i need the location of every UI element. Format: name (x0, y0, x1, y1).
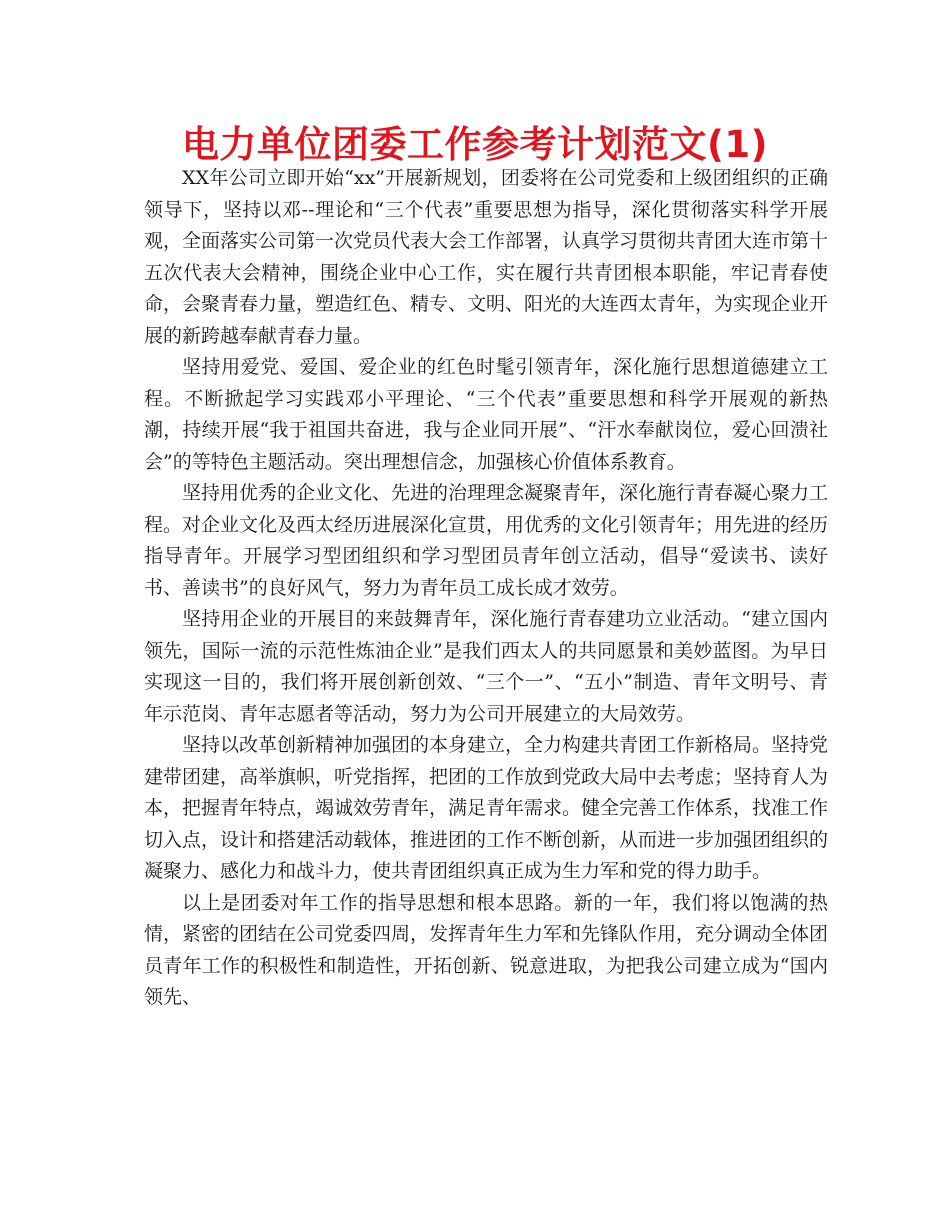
paragraph-2: 坚持用爱党、爱国、爱企业的红色时髦引领青年，深化施行思想道德建立工程。不断掀起学习实践邓小平理论、“三个代表”重要思想和科学开展观的新热潮，持续开展“我于祖国共奋进，我与企业同开展”、“汗水奉献岗位，爱心回溃社会”的等特色主题活动。突出理想信念，加强核心价值体系教育。 (144, 356, 828, 473)
paragraph-5: 坚持以改革创新精神加强团的本身建立，全力构建共青团工作新格局。坚持党建带团建，高举旗帜，听党指挥，把团的工作放到党政大局中去考虑；坚持育人为本，把握青年特点，竭诚效劳青年，满足青年需求。健全完善工作体系，找准工作切入点，设计和搭建活动载体，推进团的工作不断创新，从而进一步加强团组织的凝聚力、感化力和战斗力，使共青团组织真正成为生力军和党的得力助手。 (144, 734, 829, 882)
paragraph-6: 以上是团委对年工作的指导思想和根本思路。新的一年，我们将以饱满的热情，紧密的团结在公司党委四周，发挥青年生力军和先锋队作用，充分调动全体团员青年工作的积极性和制造性，开拓创新、锐意进取，为把我公司建立成为“国内领先、 (144, 891, 829, 1008)
paragraph-4: 坚持用企业的开展目的来鼓舞青年，深化施行青春建功立业活动。“建立国内领先，国际一流的示范性炼油企业”是我们西太人的共同愿景和美妙蓝图。为早日实现这一目的，我们将开展创新创效、“三个一”、“五小”制造、青年文明号、青年示范岗、青年志愿者等活动，努力为公司开展建立的大局效劳。 (144, 608, 828, 725)
document-title: 电力单位团委工作参考计划范文(1) (181, 123, 769, 166)
paragraph-3: 坚持用优秀的企业文化、先进的治理理念凝聚青年，深化施行青春凝心聚力工程。对企业文化及西太经历进展深化宣贯，用优秀的文化引领青年；用先进的经历指导青年。开展学习型团组织和学习型团员青年创立活动，倡导“爱读书、读好书、善读书”的良好风气，努力为青年员工成长成才效劳。 (144, 482, 829, 599)
document-body (144, 163, 828, 1014)
paragraph-1: XX年公司立即开始“xx”开展新规划，团委将在公司党委和上级团组织的正确领导下，坚持以邓--理论和“三个代表”重要思想为指导，深化贯彻落实科学开展观，全面落实公司第一次党员代表大会工作部署，认真学习贯彻共青团大连市第十五次代表大会精神，围绕企业中心工作，实在履行共青团根本职能，牢记青春使命，会聚青春力量，塑造红色、精专、文明、阳光的大连西太青年，为实现企业开展的新跨越奉献青春力量。 (144, 167, 829, 347)
